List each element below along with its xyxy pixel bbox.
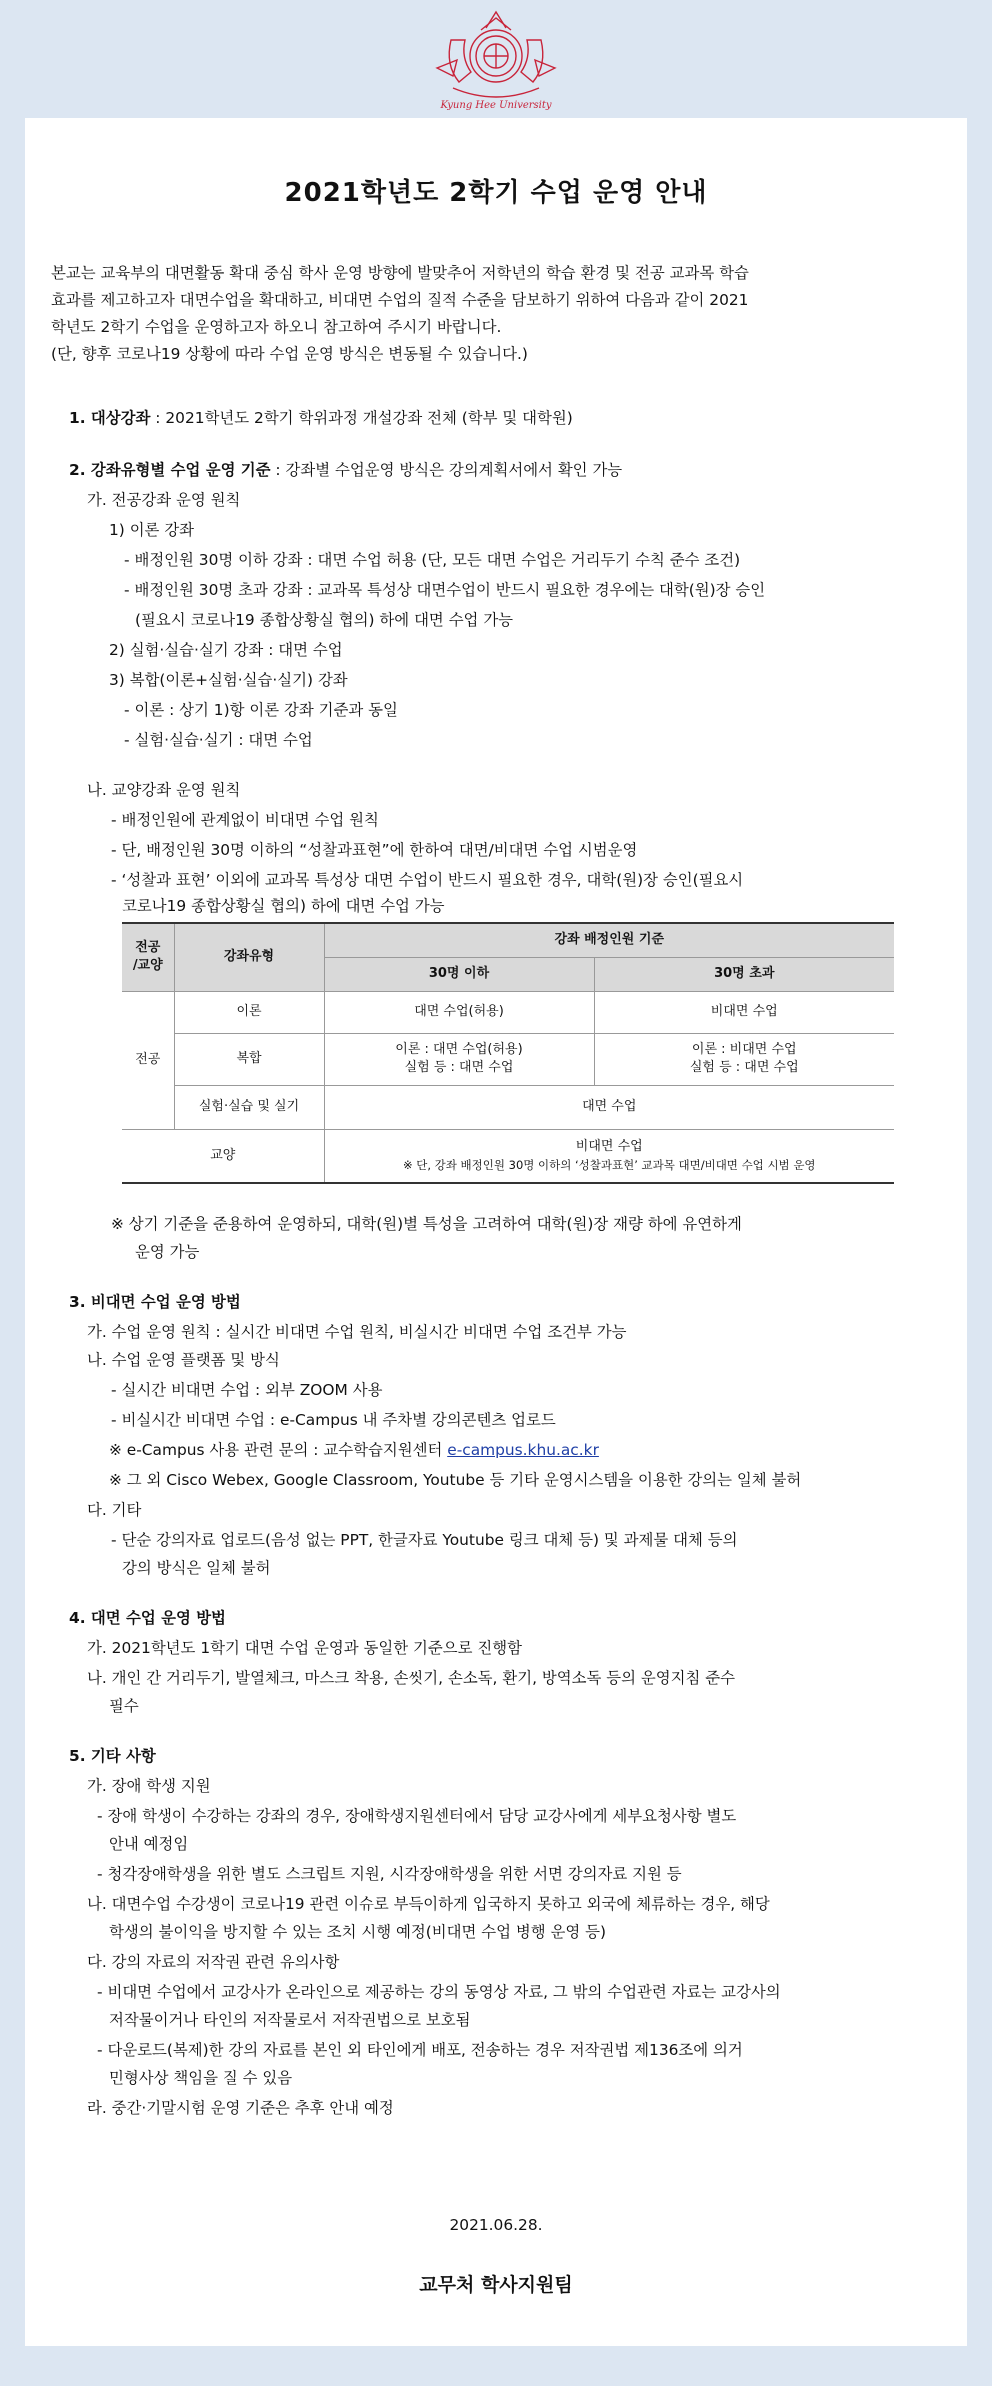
section-2-n2: - 단, 배정인원 30명 이하의 “성찰과표현”에 한하여 대면/비대면 수업 시범운영 [111,841,638,859]
section-2-g3b: - 실험·실습·실기 : 대면 수업 [124,731,313,749]
section-2-g2: 2) 실험·실습·실기 강좌 : 대면 수업 [109,641,343,659]
cell-type-combined: 복합 [174,1033,324,1085]
section-3-n3: ※ e-Campus 사용 관련 문의 : 교수학습지원센터 e-campus.khu.ac.kr [109,1441,599,1459]
notice-date: 2021.06.28. [449,2216,543,2234]
section-5-g1: - 장애 학생이 수강하는 강좌의 경우, 장애학생지원센터에서 담당 교강사에게 세부요청사항 별도 [97,1807,737,1825]
cell-theory-le30: 대면 수업(허용) [324,991,594,1033]
section-5-na: 나. 대면수업 수강생이 코로나19 관련 이슈로 부득이하게 입국하지 못하고 외국에 체류하는 경우, 해당 [87,1895,770,1913]
section-2-n1: - 배정인원에 관계없이 비대면 수업 원칙 [111,811,379,829]
notice-document [25,118,967,2346]
intro-paragraph [51,260,959,368]
header-enrollment-basis: 강좌 배정인원 기준 [324,923,894,957]
section-2-heading-note: : 강좌별 수업운영 방식은 강의계획서에서 확인 가능 [270,461,623,479]
intro-line: 효과를 제고하고자 대면수업을 확대하고, 비대면 수업의 질적 수준을 담보하기 위하여 다음과 같이 2021 [51,291,749,309]
section-5-d2: - 다운로드(복제)한 강의 자료를 본인 외 타인에게 배포, 전송하는 경우 저작권법 제136조에 의거 [97,2041,743,2059]
header-course-type: 강좌유형 [174,923,324,991]
section-1 [69,406,573,430]
section-2-g1b-cont: (필요시 코로나19 종합상황실 협의) 하에 대면 수업 가능 [135,611,514,629]
section-3-da: 다. 기타 [87,1501,142,1519]
cell-type-theory: 이론 [174,991,324,1033]
intro-line: 학년도 2학기 수업을 운영하고자 하오니 참고하여 주시기 바랍니다. [51,318,502,336]
page-title: 2021학년도 2학기 수업 운영 안내 [284,178,708,208]
section-5-heading: 5. 기타 사항 [69,1747,156,1765]
section-5-g2: - 청각장애학생을 위한 별도 스크립트 지원, 시각장애학생을 위한 서면 강의자료 지원 등 [97,1865,682,1883]
section-5-g1-cont: 안내 예정임 [109,1835,189,1853]
header-over-30: 30명 초과 [594,957,894,991]
section-3-d1-cont: 강의 방식은 일체 불허 [122,1559,271,1577]
section-5-ra: 라. 중간·기말시험 운영 기준은 추후 안내 예정 [87,2099,394,2117]
section-4-ga: 가. 2021학년도 1학기 대면 수업 운영과 동일한 기준으로 진행함 [87,1639,522,1657]
section-3-d1: - 단순 강의자료 업로드(음성 없는 PPT, 한글자료 Youtube 링크 대체 등) 및 과제물 대체 등의 [111,1531,738,1549]
cell-theory-gt30: 비대면 수업 [594,991,894,1033]
section-2-ga: 가. 전공강좌 운영 원칙 [87,491,241,509]
section-3-n1: - 실시간 비대면 수업 : 외부 ZOOM 사용 [111,1381,383,1399]
section-2-note-cont: 운영 가능 [135,1243,200,1261]
section-5-d2-cont: 민형사상 책임을 질 수 있음 [109,2069,293,2087]
course-policy-table [122,922,894,1184]
cell-combined-le30: 이론 : 대면 수업(허용) 실험 등 : 대면 수업 [324,1033,594,1085]
cell-lab-value: 대면 수업 [324,1085,894,1129]
section-2 [69,458,622,482]
section-2-heading: 2. 강좌유형별 수업 운영 기준 [69,461,271,479]
university-seal-icon [431,10,561,118]
section-2-note: ※ 상기 기준을 준용하여 운영하되, 대학(원)별 특성을 고려하여 대학(원)장 재량 하에 유연하게 [111,1215,742,1233]
section-2-n3-cont: 코로나19 종합상황실 협의) 하에 대면 수업 가능 [122,897,445,915]
section-2-g3: 3) 복합(이론+실험·실습·실기) 강좌 [109,671,348,689]
ecampus-link[interactable]: e-campus.khu.ac.kr [447,1441,599,1459]
header-major-general: 전공 /교양 [122,923,174,991]
section-2-g3a: - 이론 : 상기 1)항 이론 강좌 기준과 동일 [124,701,398,719]
section-5-d1-cont: 저작물이거나 타인의 저작물로서 저작권법으로 보호됨 [109,2011,471,2029]
section-2-g1a: - 배정인원 30명 이하 강좌 : 대면 수업 허용 (단, 모든 대면 수업은 거리두기 수칙 준수 조건) [124,551,741,569]
section-5-na-cont: 학생의 불이익을 방지할 수 있는 조치 시행 예정(비대면 수업 병행 운영 등) [109,1923,606,1941]
intro-line: (단, 향후 코로나19 상황에 따라 수업 운영 방식은 변동될 수 있습니다.) [51,345,528,363]
cell-major: 전공 [122,991,174,1129]
section-3-n4: ※ 그 외 Cisco Webex, Google Classroom, Youtube 등 기타 운영시스템을 이용한 강의는 일체 불허 [109,1471,802,1489]
section-1-heading: 1. 대상강좌 [69,409,151,427]
section-4-na: 나. 개인 간 거리두기, 발열체크, 마스크 착용, 손씻기, 손소독, 환기, 방역소독 등의 운영지침 준수 [87,1669,735,1687]
section-4-heading: 4. 대면 수업 운영 방법 [69,1609,226,1627]
section-5-ga: 가. 장애 학생 지원 [87,1777,211,1795]
section-1-body: : 2021학년도 2학기 학위과정 개설강좌 전체 (학부 및 대학원) [150,409,573,427]
cell-general-value: 비대면 수업 ※ 단, 강좌 배정인원 30명 이하의 ‘성찰과표현’ 교과목 대면/비대면 수업 시범 운영 [324,1129,894,1183]
section-3-ga: 가. 수업 운영 원칙 : 실시간 비대면 수업 원칙, 비실시간 비대면 수업 조건부 가능 [87,1323,627,1341]
section-5-d1: - 비대면 수업에서 교강사가 온라인으로 제공하는 강의 동영상 자료, 그 밖의 수업관련 자료는 교강사의 [97,1983,781,2001]
cell-type-general: 교양 [122,1129,324,1183]
seal-motto: Kyung Hee University [440,100,552,111]
intro-line: 본교는 교육부의 대면활동 확대 중심 학사 운영 방향에 발맞추어 저학년의 학습 환경 및 전공 교과목 학습 [51,264,749,282]
section-3-heading: 3. 비대면 수업 운영 방법 [69,1293,241,1311]
section-5-da: 다. 강의 자료의 저작권 관련 유의사항 [87,1953,340,1971]
section-3-n2: - 비실시간 비대면 수업 : e-Campus 내 주차별 강의콘텐츠 업로드 [111,1411,556,1429]
section-2-g1b: - 배정인원 30명 초과 강좌 : 교과목 특성상 대면수업이 반드시 필요한 경우에는 대학(원)장 승인 [124,581,766,599]
section-2-na: 나. 교양강좌 운영 원칙 [87,781,241,799]
section-2-n3: - ‘성찰과 표현’ 이외에 교과목 특성상 대면 수업이 반드시 필요한 경우, 대학(원)장 승인(필요시 [111,871,744,889]
issuer-signature: 교무처 학사지원팀 [419,2274,573,2296]
cell-combined-gt30: 이론 : 비대면 수업 실험 등 : 대면 수업 [594,1033,894,1085]
cell-type-lab: 실험·실습 및 실기 [174,1085,324,1129]
header-30-or-less: 30명 이하 [324,957,594,991]
section-3-na: 나. 수업 운영 플랫폼 및 방식 [87,1351,280,1369]
section-2-g1: 1) 이론 강좌 [109,521,195,539]
section-4-na-cont: 필수 [109,1697,139,1715]
